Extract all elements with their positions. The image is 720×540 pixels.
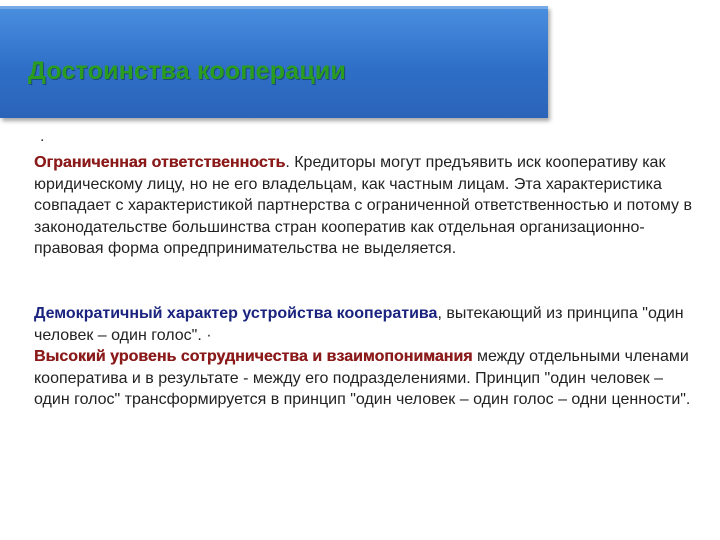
bullet-marker: . bbox=[40, 128, 45, 145]
highlight-democratic: Демократичный характер устройства кооператива bbox=[34, 305, 438, 322]
highlight-limited-liability: Ограниченная ответственность bbox=[34, 154, 286, 171]
highlight-cooperation: Высокий уровень сотрудничества и взаимопонимания bbox=[34, 348, 473, 365]
title-banner bbox=[0, 6, 548, 118]
paragraph-1-text: . Кредиторы могут предъявить иск кооперативу как юридическому лицу, но не его владельцам, как частным лицам. Эта характеристика совпадает с характеристикой партнерства с ограниченной ответственностью и потому в законодательстве большинства стран кооператив как отдельная организационно-правовая форма опредпринимательства не выделяется. bbox=[34, 154, 692, 257]
paragraph-limited-liability bbox=[34, 152, 702, 260]
paragraph-3-text: между отдельными членами кооператива и в результате - между его подразделениями. Принцип "один человек – один голос" трансформируется в принцип "один человек – один голос – одни ценности". bbox=[34, 348, 691, 408]
paragraph-2-text: , вытекающий из принципа "один человек – один голос". bbox=[34, 305, 684, 344]
separator-dot: · bbox=[201, 326, 212, 344]
paragraph-democratic bbox=[34, 303, 702, 411]
slide-title: Достоинства кооперации bbox=[28, 57, 347, 85]
